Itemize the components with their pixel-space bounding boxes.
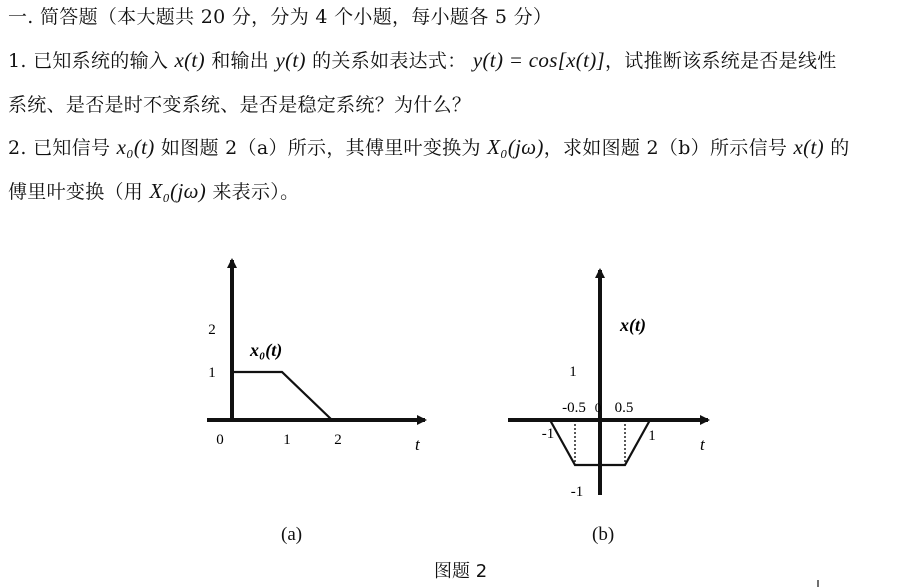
q2-text-post: 的 [823, 137, 850, 159]
q1-text-post: ，试推断该系统是否是线性 [604, 50, 837, 72]
fig-b-x-tick-1: 1 [648, 428, 656, 444]
q2-signal-x0: x₀(t) [116, 135, 155, 159]
q2-signal-x: x(t) [793, 135, 824, 159]
q1-formula: y(t) = cos[x(t)] [472, 48, 605, 72]
q1-text-mid: 和输出 [204, 50, 276, 72]
fig-b-axis-t: t [700, 435, 705, 454]
figure-caption: 图题 2 [434, 561, 488, 582]
q2-text-mid: 如图题 2（a）所示，其傅里叶变换为 [154, 137, 488, 159]
q2-text-pre: 2. 已知信号 [8, 137, 117, 159]
q1-output-signal: y(t) [275, 48, 306, 72]
fig-a-signal-curve [232, 372, 332, 420]
section-title: 一. 简答题（本大题共 20 分，分为 4 个小题，每小题各 5 分） [8, 6, 553, 28]
figure-b-caption: (b) [592, 524, 615, 545]
fig-b-x-tick-neg1: -1 [541, 426, 555, 442]
q2-text-mid2: ，求如图题 2（b）所示信号 [543, 137, 794, 159]
figure-a-caption: (a) [281, 524, 303, 545]
figure-a [207, 260, 425, 454]
fig-b-y-tick-neg1: -1 [570, 484, 584, 500]
q2-line2-post: 来表示）。 [206, 181, 300, 203]
fig-a-origin-label: 0 [216, 432, 224, 448]
q2-line2-X0: X₀(jω) [149, 179, 207, 203]
fig-b-x-tick-0: 0 [594, 400, 602, 415]
q1-input-signal: x(t) [174, 48, 205, 72]
fig-b-x-tick-neg05: -0.5 [562, 400, 586, 416]
fig-a-y-tick-1: 1 [208, 365, 216, 381]
q1-text-pre: 1. 已知系统的输入 [8, 50, 175, 72]
fig-a-x-tick-1: 1 [283, 432, 291, 448]
fig-a-curve-label: x₀(t) [250, 340, 283, 360]
q2-transform-X0: X₀(jω) [487, 135, 544, 159]
fig-a-x-tick-2: 2 [334, 432, 342, 448]
question-1-line-2: 系统、是否是时不变系统、是否是稳定系统？为什么？ [8, 94, 472, 116]
q1-text-mid2: 的关系如表达式： [305, 50, 467, 72]
fig-a-y-tick-2: 2 [208, 322, 216, 338]
fig-a-axis-t: t [415, 435, 420, 454]
q2-line2-pre: 傅里叶变换（用 [8, 181, 150, 203]
fig-b-y-tick-1: 1 [569, 364, 577, 380]
fig-b-x-tick-05: 0.5 [614, 400, 634, 416]
fig-b-curve-label: x(t) [620, 315, 646, 335]
figure-b [508, 270, 708, 500]
